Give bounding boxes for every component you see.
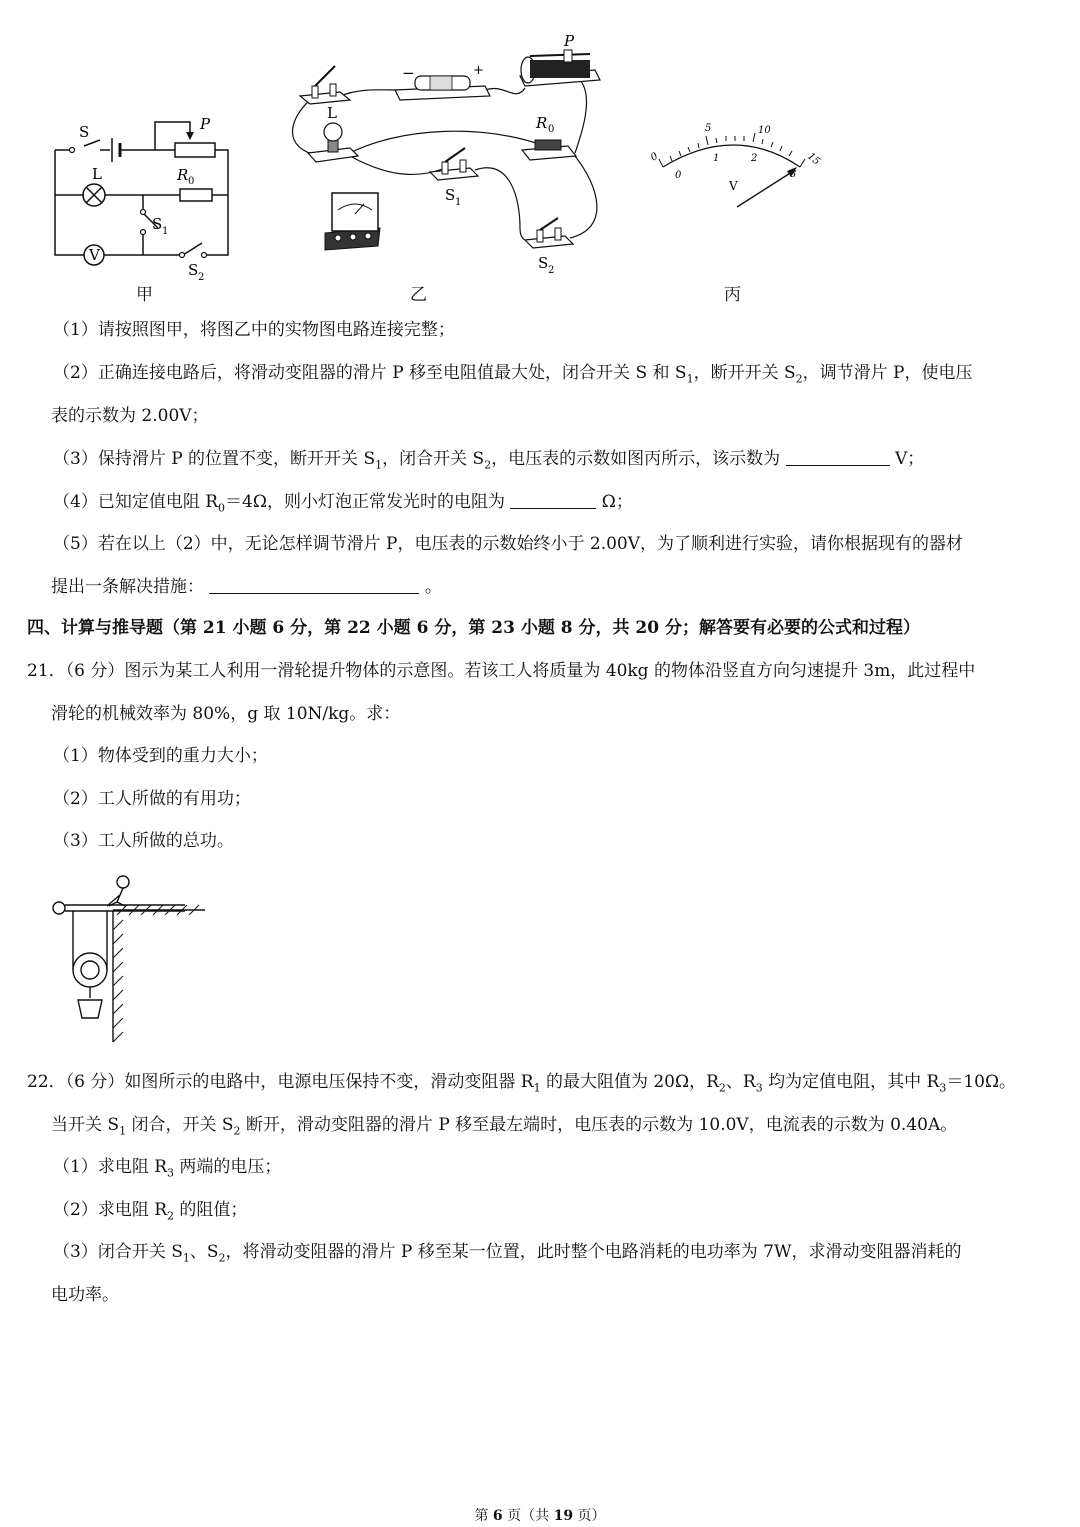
circuit-diagram-jia — [40, 110, 250, 305]
label-plus: + — [473, 63, 484, 78]
label-r0: R — [177, 166, 189, 184]
voltmeter-device — [325, 193, 380, 250]
switch-s2-device — [525, 218, 573, 248]
label-s1-sub: 1 — [162, 226, 169, 237]
q22-stem: 22．（6 分）如图所示的电路中，电源电压保持不变，滑动变阻器 $R_1$ 的最大阻值为 20Ω，$R_2$、$R_3$ 均为定值电阻，其中 $R_3=10\Omega$。 — [27, 1072, 1017, 1095]
q22-item-1: （1）求电阻 $R_3$ 两端的电压； — [53, 1157, 282, 1180]
scale-outer-15: 15 — [805, 150, 822, 168]
pulley-figure — [45, 870, 215, 1050]
q20-item-3: （3）保持滑片 P 的位置不变，断开开关 $S_1$，闭合开关 $S_2$，电压表的示数如图丙所示，该示数为 V； — [53, 449, 925, 472]
dial-unit: V — [729, 179, 738, 193]
q22-item-2: （2）求电阻 $R_2$ 的阻值； — [53, 1200, 248, 1223]
q20-item-4: （4）已知定值电阻 $R_0=4\Omega$，则小灯泡正常发光时的电阻为 Ω； — [53, 492, 633, 515]
switch-s1-device — [430, 148, 478, 180]
label-l: L — [92, 165, 102, 183]
label-l: L — [327, 104, 337, 122]
page-number: 6 — [492, 1508, 503, 1524]
rheostat-device — [520, 50, 600, 86]
q21-stem-cont: 滑轮的机械效率为 80%，g 取 10N/kg。求： — [51, 704, 401, 724]
q20-item-5-cont: 提出一条解决措施： 。 — [51, 577, 442, 597]
caption-yi: 乙 — [410, 285, 427, 305]
caption-bing: 丙 — [724, 285, 741, 305]
label-v: V — [89, 246, 100, 264]
q22-item-3: （3）闭合开关 $S_1$、$S_2$，将滑动变阻器的滑片 P 移至某一位置，此时整个电路消耗的电功率为 7W，求滑动变阻器消耗的 — [53, 1242, 962, 1265]
q22-item-3-cont: 电功率。 — [51, 1285, 119, 1305]
label-p: P — [564, 32, 575, 50]
label-s: S — [79, 123, 90, 141]
answer-blank-resistance[interactable] — [510, 491, 596, 509]
label-s2: S — [188, 261, 199, 279]
label-s2-sub: 2 — [548, 265, 555, 276]
switch-s-device — [300, 66, 350, 104]
q20-item-2-cont: 表的示数为 2.00V； — [51, 406, 209, 426]
label-s2-sub: 2 — [198, 272, 205, 283]
label-s1: S — [445, 186, 456, 204]
voltmeter-dial-bing — [645, 115, 830, 210]
lamp-device — [308, 123, 358, 162]
label-s1: S — [152, 215, 163, 233]
scale-outer-0: 0 — [649, 150, 661, 164]
q20-item-1: （1）请按照图甲，将图乙中的实物图电路连接完整； — [53, 320, 455, 340]
label-r0-sub: 0 — [188, 176, 195, 187]
q20-item-5: （5）若在以上（2）中，无论怎样调节滑片 P，电压表的示数始终小于 2.00V，为了顺利进行实验，请你根据现有的器材 — [53, 534, 964, 554]
q21-item-3: （3）工人所做的总功。 — [53, 831, 234, 851]
scale-outer-10: 10 — [758, 125, 771, 136]
scale-inner-0: 0 — [675, 170, 682, 181]
label-p: P — [200, 115, 211, 133]
wiring-diagram-yi — [280, 28, 620, 283]
q20-item-2: （2）正确连接电路后，将滑动变阻器的滑片 P 移至电阻值最大处，闭合开关 S 和 $S_1$，断开开关 $S_2$，调节滑片 P，使电压 — [53, 363, 973, 386]
q21-item-1: （1）物体受到的重力大小； — [53, 746, 268, 766]
scale-inner-3: 3 — [790, 169, 797, 180]
caption-jia: 甲 — [136, 285, 153, 305]
q22-stem-cont: 当开关 $S_1$ 闭合，开关 $S_2$ 断开，滑动变阻器的滑片 P 移至最左端时，电压表的示数为 10.0V，电流表的示数为 0.40A。 — [51, 1115, 958, 1138]
label-minus: − — [402, 64, 415, 82]
scale-inner-2: 2 — [751, 153, 758, 164]
page-footer: 第 6 页（共 19 页） — [474, 1508, 606, 1524]
scale-outer-5: 5 — [705, 123, 712, 134]
label-s1-sub: 1 — [455, 197, 462, 208]
q21-stem: 21．（6 分）图示为某工人利用一滑轮提升物体的示意图。若该工人将质量为 40kg 的物体沿竖直方向匀速提升 3m，此过程中 — [27, 661, 976, 681]
answer-blank-measure[interactable] — [209, 576, 419, 594]
resistor-r0-device — [522, 140, 576, 160]
label-r0-sub: 0 — [548, 124, 555, 135]
section-4-heading: 四、计算与推导题（第 21 小题 6 分，第 22 小题 6 分，第 23 小题 8 分，共 20 分；解答要有必要的公式和过程） — [27, 618, 920, 638]
label-r0: R — [536, 114, 548, 132]
q21-item-2: （2）工人所做的有用功； — [53, 789, 251, 809]
label-s2: S — [538, 254, 549, 272]
scale-inner-1: 1 — [713, 153, 720, 164]
answer-blank-voltage[interactable] — [786, 448, 890, 466]
page-total: 19 — [553, 1508, 574, 1524]
